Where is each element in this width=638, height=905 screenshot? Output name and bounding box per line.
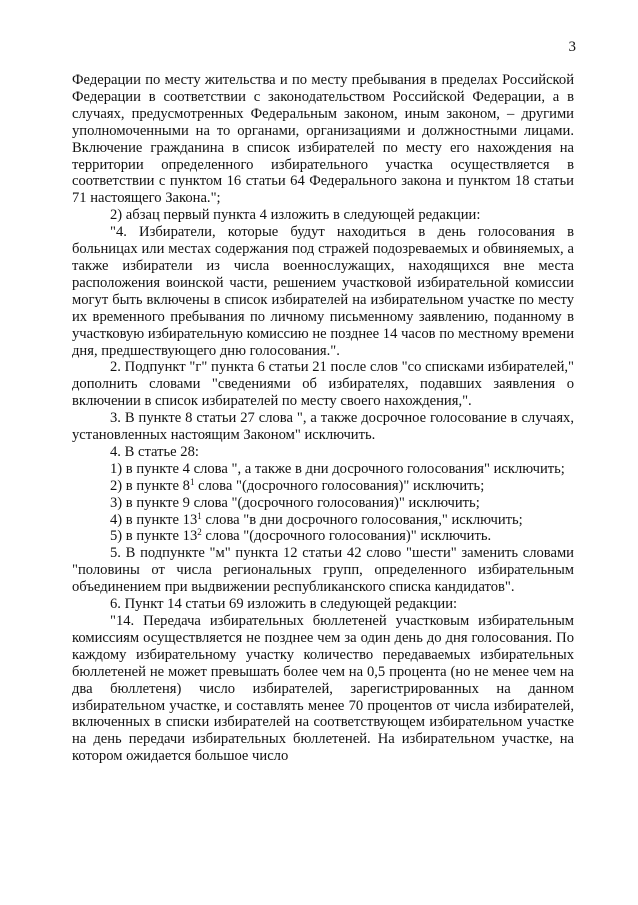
paragraph-article-28-item-1: 1) в пункте 4 слова ", а также в дни досрочного голосования" исключить;: [110, 460, 565, 477]
item-text-before: 2) в пункте 8: [110, 477, 190, 494]
item-text-after: слова "в дни досрочного голосования," исключить;: [201, 511, 523, 528]
paragraph-item-2: 2) абзац первый пункта 4 изложить в следующей редакции:: [110, 207, 481, 224]
item-text-after: слова "(досрочного голосования)" исключить.: [201, 528, 492, 545]
paragraph-article-28-item-2: [72, 478, 574, 495]
item-text-after: слова "(досрочного голосования)" исключить;: [194, 477, 485, 494]
paragraph-continuation: Федерации по месту жительства и по месту пребывания в пределах Российской Федерации в соответствии с законодательством Российской Федерации, а в случаях, предусмотренных Федеральным законом, иным законом, – другими уполномоченными на то органами, организациями и должностными лицами. Включение гражданина в список избирателей по месту его нахождения на территории определенного избирательного участка осуществляется в соответствии с пунктом 16 статьи 64 Федерального закона и пунктом 18 статьи 71 настоящего Закона.";: [72, 72, 574, 207]
paragraph-quoted-point-14: "14. Передача избирательных бюллетеней участковым избирательным комиссиям осуществляется не позднее чем за один день до дня голосования. По каждому избирательному участку количество передаваемых избирательных бюллетеней не может превышать более чем на 0,5 процента (но не менее чем на два бюллетеня) число избирателей, зарегистрированных на данном избирательном участке, и составлять менее 70 процентов от числа избирателей, включенных в списки избирателей на соответствующем избирательном участке на день передачи избирательных бюллетеней. На избирательном участке, на котором ожидается большое число: [72, 613, 574, 765]
superscript: 1: [189, 476, 195, 487]
item-text-before: 4) в пункте 13: [110, 511, 198, 528]
paragraph-article-21: 2. Подпункт "г" пункта 6 статьи 21 после слов "со списками избирателей," дополнить словами "сведениями об избирателях, подавших заявления о включении в список избирателей по месту своего нахождения,".: [72, 359, 574, 410]
item-text-before: 5) в пункте 13: [110, 528, 198, 545]
paragraph-article-28-heading: 4. В статье 28:: [110, 443, 199, 460]
paragraph-article-42: 5. В подпункте "м" пункта 12 статьи 42 слово "шести" заменить словами "половины от числа региональных групп, определенного избирательным объединением при выдвижении республиканского списка кандидатов".: [72, 545, 574, 596]
document-body: [72, 72, 574, 765]
paragraph-article-28-item-3: 3) в пункте 9 слова "(досрочного голосования)" исключить;: [110, 494, 480, 511]
superscript: 2: [197, 527, 202, 538]
paragraph-article-69-heading: 6. Пункт 14 статьи 69 изложить в следующей редакции:: [110, 596, 458, 613]
page-number: 3: [568, 39, 576, 55]
paragraph-article-28-item-4: [72, 512, 574, 529]
superscript: 1: [197, 510, 202, 521]
paragraph-quoted-point-4: "4. Избиратели, которые будут находиться в день голосования в больницах или местах содержания под стражей подозреваемых и обвиняемых, а также избиратели из числа военнослужащих, находящихся вне места расположения воинской части, решением участковой избирательной комиссии могут быть включены в список избирателей на избирательном участке по месту их временного пребывания по личному письменному заявлению, поданному в участковую избирательную комиссию не позднее 14 часов по местному времени дня, предшествующего дню голосования.".: [72, 224, 574, 359]
paragraph-article-28-item-5: [72, 528, 574, 545]
paragraph-article-27: 3. В пункте 8 статьи 27 слова ", а также досрочное голосование в случаях, установленных настоящим Законом" исключить.: [72, 410, 574, 444]
